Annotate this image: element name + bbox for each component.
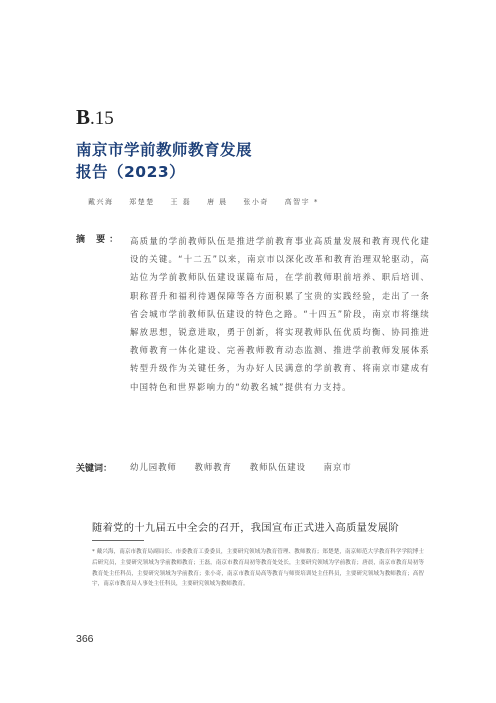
author: 张小奇 xyxy=(243,198,269,206)
keyword: 幼儿园教师 xyxy=(130,462,177,472)
author: 唐 晨 xyxy=(206,198,228,206)
author-list xyxy=(88,197,331,207)
report-title-line-2: 报告（2023） xyxy=(76,163,186,181)
keywords-label: 关键词： xyxy=(76,464,113,474)
footnote-divider xyxy=(92,540,144,541)
report-title-line-1: 南京市学前教师教育发展 xyxy=(76,141,253,159)
abstract-text: 高质量的学前教师队伍是推进学前教育事业高质量发展和教育现代化建设的关键。“十二五”以来，南京市以深化改革和教育治理双轮驱动，高站位为学前教师队伍建设谋篇布局，在学前教师职前培养、职后培训、职称晋升和福利待遇保障等各方面积累了宝贵的实践经验，走出了一条省会城市学前教师队伍建设的特色之路。“十四五”阶段，南京市将继续解放思想，锐意进取，勇于创新，将实现教师队伍优质均衡、协同推进教师教育一体化建设、完善教师教育动态监测、推进学前教师发展体系转型升级作为关键任务，为办好人民满意的学前教育、将南京市建成有中国特色和世界影响力的“幼教名城”提供有力支持。 xyxy=(130,236,430,392)
keywords-list xyxy=(130,461,366,473)
body-paragraph-start: 随着党的十九届五中全会的召开，我国宣布正式进入高质量发展阶 xyxy=(92,523,400,534)
keyword: 教师队伍建设 xyxy=(249,462,306,472)
author: 高智宇 * xyxy=(284,198,319,206)
keyword: 南京市 xyxy=(323,462,352,472)
chapter-prefix: B xyxy=(76,105,91,129)
abstract-label: 摘 要： xyxy=(76,235,123,245)
page-number: 366 xyxy=(76,633,94,645)
chapter-number xyxy=(76,105,114,130)
author: 王 磊 xyxy=(170,198,192,206)
author: 戴兴海 xyxy=(88,198,114,206)
author-footnote: * 戴兴海，南京市教育局副局长、市委教育工委委员，主要研究领域为教育管理、教师教育；郑楚楚，南京师范大学教育科学学院博士后研究员，主要研究领域为学前教师教育；王磊，南京市教育局初等教育处处长，主要研究领域为学前教育；唐晨，南京市教育局初等教育处主任科员，主要研究领域为学前教育；张小奇，南京市教育局高等教育与师资培训处主任科员，主要研究领域为教师教育；高智宇，南京市教育局人事处主任科员，主要研究领域为教师教育。 xyxy=(92,549,424,588)
keyword: 教师教育 xyxy=(194,462,233,472)
author: 郑楚楚 xyxy=(129,198,155,206)
chapter-index: .15 xyxy=(90,108,114,129)
